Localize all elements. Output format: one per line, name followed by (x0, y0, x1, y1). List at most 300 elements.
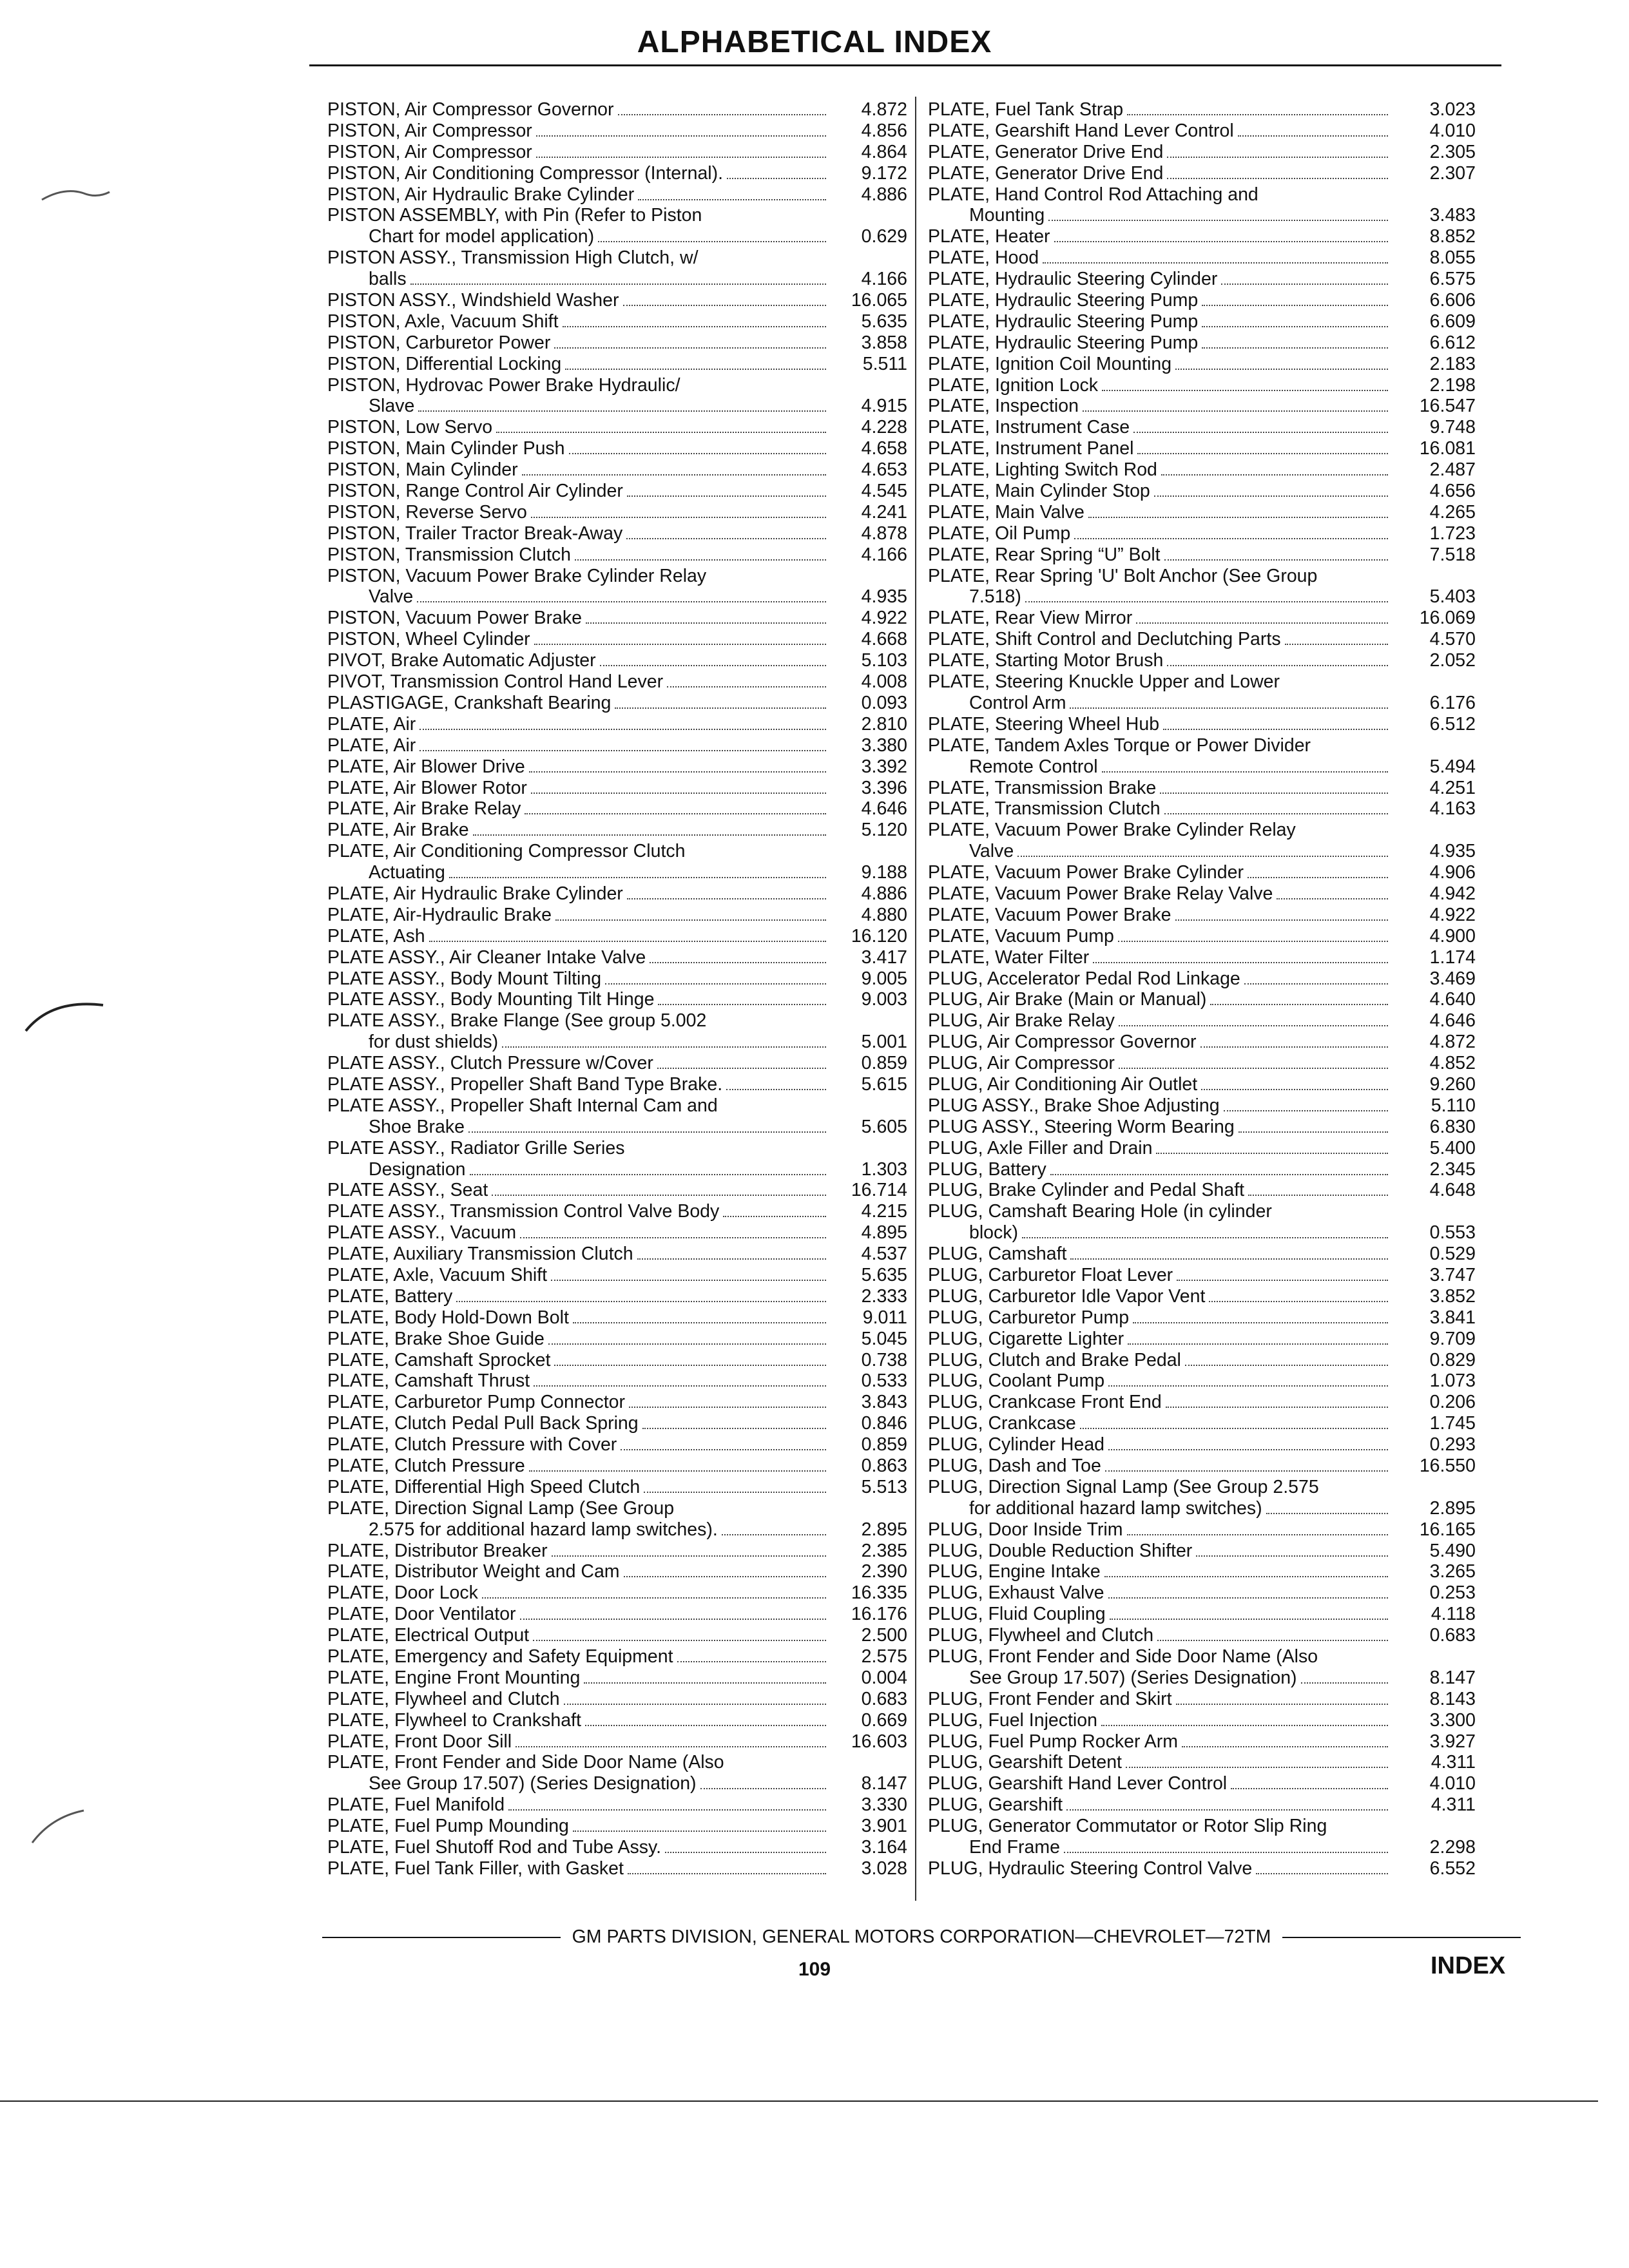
dot-leader (1202, 347, 1388, 349)
index-entry (928, 1519, 1476, 1541)
entry-name: PLATE, Generator Drive End (928, 141, 1164, 162)
entry-group-number: 2.198 (1429, 374, 1476, 396)
index-entry (928, 311, 1476, 332)
entry-name: PLATE ASSY., Seat (327, 1180, 488, 1201)
entry-group-number: 3.265 (1429, 1561, 1476, 1582)
entry-group-number: 4.537 (861, 1244, 907, 1265)
entry-group-number: 6.512 (1429, 713, 1476, 735)
index-entry (327, 629, 907, 650)
index-entry (928, 1541, 1476, 1562)
index-entry (928, 1265, 1476, 1286)
dot-leader (1088, 517, 1388, 518)
index-entry (327, 1370, 907, 1392)
dot-leader (529, 1470, 826, 1472)
dot-leader (1163, 729, 1388, 730)
entry-group-number: 0.629 (861, 226, 907, 247)
dot-leader (520, 1619, 826, 1620)
dot-leader (554, 1365, 826, 1366)
entry-group-number: 3.417 (861, 947, 907, 968)
entry-name: PLUG, Air Compressor Governor (928, 1032, 1197, 1053)
entry-name: PLATE, Air Blower Rotor (327, 777, 527, 798)
entry-group-number: 4.648 (1429, 1180, 1476, 1201)
entry-group-number: 8.147 (1429, 1667, 1476, 1688)
entry-group-number: 3.843 (861, 1392, 907, 1413)
entry-group-number: 6.575 (1429, 269, 1476, 290)
index-entry (928, 481, 1476, 502)
entry-group-number: 5.635 (861, 1264, 907, 1285)
entry-name: PISTON, Hydrovac Power Brake Hydraulic/ (327, 374, 680, 396)
index-entry (928, 566, 1476, 587)
entry-name: PLATE, Clutch Pressure with Cover (327, 1434, 617, 1456)
footer-line (322, 1927, 1521, 1948)
dot-leader (1137, 453, 1388, 454)
index-entry (928, 396, 1476, 417)
index-entry (928, 1752, 1476, 1773)
entry-group-number: 1.303 (861, 1158, 907, 1180)
entry-name: PLATE, Ash (327, 925, 425, 947)
entry-name: PLATE, Air Blower Drive (327, 756, 525, 777)
dot-leader (1080, 1428, 1388, 1429)
index-entry (928, 1646, 1476, 1667)
index-entry (928, 163, 1476, 184)
entry-name: PLATE, Air (327, 735, 416, 756)
entry-name: PISTON ASSY., Windshield Washer (327, 290, 619, 311)
index-entry (327, 778, 907, 799)
entry-name: PISTON, Main Cylinder (327, 459, 518, 481)
dot-leader (727, 178, 826, 179)
dot-leader (548, 1343, 826, 1345)
index-entry (327, 544, 907, 566)
entry-name: End Frame (969, 1837, 1060, 1858)
index-entry (928, 1370, 1476, 1392)
entry-name: PLATE, Main Valve (928, 501, 1084, 523)
dot-leader (1301, 1682, 1388, 1684)
dot-leader (1161, 474, 1388, 476)
dot-leader (629, 1407, 826, 1408)
entry-name: PLATE, Steering Knuckle Upper and Lower (928, 671, 1280, 693)
entry-group-number: 2.895 (861, 1519, 907, 1540)
index-entry (928, 926, 1476, 947)
index-entry (327, 1392, 907, 1413)
dot-leader (621, 1449, 826, 1450)
entry-group-number: 0.859 (861, 1053, 907, 1074)
entry-group-number: 5.045 (861, 1328, 907, 1349)
entry-group-number: 3.858 (861, 332, 907, 353)
dot-leader (1054, 241, 1388, 242)
entry-name: PLUG, Air Brake Relay (928, 1010, 1115, 1032)
entry-name: PLATE, Battery (327, 1285, 453, 1307)
index-entry (327, 862, 907, 883)
dot-leader (569, 453, 826, 454)
entry-group-number: 9.748 (1429, 417, 1476, 438)
dot-leader (1083, 410, 1388, 412)
entry-name: PLATE, Oil Pump (928, 523, 1071, 544)
entry-group-number: 2.487 (1429, 459, 1476, 481)
index-entry (327, 1180, 907, 1201)
index-entry (327, 1582, 907, 1604)
entry-name: PLATE ASSY., Brake Flange (See group 5.002 (327, 1010, 707, 1032)
entry-group-number: 3.469 (1429, 968, 1476, 989)
entry-name: PLATE, Hydraulic Steering Pump (928, 332, 1199, 353)
index-entry (928, 184, 1476, 206)
index-entry (928, 756, 1476, 778)
entry-name: PLATE, Generator Drive End (928, 162, 1164, 184)
index-entry (928, 269, 1476, 290)
dot-leader (627, 495, 826, 497)
index-entry (327, 1201, 907, 1222)
dot-leader (626, 538, 826, 539)
entry-name: PLUG, Camshaft (928, 1244, 1067, 1265)
dot-leader (665, 1852, 826, 1853)
footer-text: GM PARTS DIVISION, GENERAL MOTORS CORPORATION—CHEVROLET—72TM (572, 1927, 1271, 1947)
dot-leader (598, 241, 826, 242)
entry-group-number: 4.886 (861, 883, 907, 904)
entry-name: PLUG, Engine Intake (928, 1561, 1101, 1582)
entry-group-number: 4.166 (861, 269, 907, 290)
dot-leader (586, 622, 826, 624)
entry-name: PLATE, Heater (928, 226, 1050, 247)
entry-group-number: 1.174 (1429, 947, 1476, 968)
index-entry (327, 693, 907, 714)
dot-leader (1119, 1025, 1388, 1026)
index-entry (928, 1286, 1476, 1307)
entry-group-number: 2.052 (1429, 650, 1476, 671)
entry-group-number: 9.005 (861, 968, 907, 989)
entry-group-number: 0.683 (1429, 1625, 1476, 1646)
index-entry (928, 650, 1476, 671)
entry-group-number: 5.615 (861, 1073, 907, 1095)
dot-leader (1182, 1746, 1388, 1747)
index-entry (928, 332, 1476, 354)
entry-group-number: 5.110 (1431, 1095, 1476, 1116)
entry-group-number: 16.081 (1419, 438, 1476, 459)
entry-name: Mounting (969, 205, 1045, 226)
entry-name: PLATE, Flywheel and Clutch (327, 1688, 560, 1709)
index-entry (928, 417, 1476, 438)
index-entry (327, 1434, 907, 1456)
index-entry (327, 586, 907, 608)
index-entry (327, 1541, 907, 1562)
dot-leader (1166, 1407, 1388, 1408)
dot-leader (575, 559, 826, 561)
index-entry (327, 120, 907, 142)
index-entry (928, 1794, 1476, 1816)
dot-leader (658, 1004, 826, 1005)
entry-name: Chart for model application) (369, 226, 595, 247)
entry-name: PLUG, Fuel Injection (928, 1709, 1097, 1731)
entry-group-number: 4.922 (1429, 904, 1476, 925)
entry-name: PLUG, Front Fender and Side Door Name (Also (928, 1646, 1318, 1667)
index-entry (928, 883, 1476, 905)
entry-name: PLATE, Air Hydraulic Brake Cylinder (327, 883, 623, 904)
dot-leader (1108, 1597, 1388, 1599)
entry-name: PISTON, Air Compressor (327, 120, 532, 141)
index-entry (327, 798, 907, 820)
dot-leader (1210, 1004, 1388, 1005)
dot-leader (1202, 305, 1388, 306)
entry-name: PISTON, Transmission Clutch (327, 544, 572, 565)
index-entry (928, 1180, 1476, 1201)
scan-edge-line (0, 2100, 1598, 2102)
entry-group-number: 5.103 (861, 650, 907, 671)
index-entry (327, 1010, 907, 1032)
index-entry (327, 99, 907, 120)
index-column-left (327, 99, 907, 1879)
entry-name: PLATE ASSY., Radiator Grille Series (327, 1137, 625, 1158)
index-entry (327, 1710, 907, 1731)
entry-name: PISTON, Trailer Tractor Break-Away (327, 523, 623, 544)
entry-name: PLATE, Vacuum Power Brake (928, 904, 1171, 925)
entry-group-number: 4.215 (861, 1201, 907, 1222)
index-entry (928, 438, 1476, 459)
entry-name: PISTON, Air Compressor Governor (327, 99, 614, 120)
dot-leader (600, 665, 826, 666)
index-entry (928, 947, 1476, 968)
index-entry (928, 459, 1476, 481)
dot-leader (722, 1534, 826, 1535)
dot-leader (1156, 1153, 1388, 1154)
entry-name: PLATE, Transmission Brake (928, 777, 1157, 798)
entry-group-number: 5.494 (1429, 756, 1476, 777)
entry-group-number: 3.028 (861, 1858, 907, 1879)
entry-group-number: 4.545 (861, 481, 907, 502)
dot-leader (726, 1089, 826, 1090)
entry-name: PLATE, Fuel Pump Mounding (327, 1816, 569, 1837)
entry-group-number: 4.915 (861, 396, 907, 417)
entry-name: PLUG ASSY., Steering Worm Bearing (928, 1116, 1235, 1137)
entry-name: PISTON, Air Compressor (327, 141, 532, 162)
index-entry (327, 926, 907, 947)
entry-group-number: 2.500 (861, 1625, 907, 1646)
entry-group-number: 5.120 (861, 820, 907, 841)
entry-name: PLATE ASSY., Body Mount Tilting (327, 968, 602, 989)
entry-group-number: 4.118 (1431, 1604, 1476, 1625)
entry-group-number: 2.305 (1429, 141, 1476, 162)
page-number: 109 (798, 1959, 831, 1980)
dot-leader (410, 284, 826, 285)
dot-leader (554, 347, 826, 349)
entry-group-number: 8.143 (1429, 1688, 1476, 1709)
index-entry (928, 502, 1476, 523)
dot-leader (529, 771, 826, 773)
dot-leader (1136, 622, 1388, 624)
dot-leader (723, 1216, 826, 1217)
index-entry (928, 905, 1476, 926)
entry-name: PLATE, Vacuum Pump (928, 925, 1114, 947)
index-entry (327, 438, 907, 459)
entry-name: PLATE ASSY., Air Cleaner Intake Valve (327, 947, 646, 968)
dot-leader (1167, 178, 1388, 179)
entry-name: PLUG, Carburetor Idle Vapor Vent (928, 1285, 1206, 1307)
index-entry (327, 1773, 907, 1794)
index-entry (928, 608, 1476, 629)
index-entry (928, 862, 1476, 883)
entry-name: PISTON, Range Control Air Cylinder (327, 481, 623, 502)
entry-group-number: 4.922 (861, 608, 907, 629)
entry-name: PLATE, Hand Control Rod Attaching and (928, 184, 1258, 205)
entry-group-number: 4.880 (861, 904, 907, 925)
dot-leader (516, 1746, 826, 1747)
dot-leader (1101, 1725, 1388, 1726)
index-entry (327, 523, 907, 544)
entry-group-number: 4.570 (1429, 629, 1476, 650)
index-entry (928, 247, 1476, 269)
entry-group-number: 0.004 (861, 1667, 907, 1688)
entry-group-number: 8.055 (1429, 247, 1476, 269)
index-entry (928, 290, 1476, 311)
entry-group-number: 16.120 (851, 925, 907, 947)
entry-name: PLATE, Rear Spring “U” Bolt (928, 544, 1161, 565)
index-entry (327, 671, 907, 693)
index-entry (928, 1582, 1476, 1604)
dot-leader (1127, 114, 1388, 115)
entry-name: PISTON, Axle, Vacuum Shift (327, 311, 559, 332)
entry-name: PLATE, Electrical Output (327, 1625, 530, 1646)
dot-leader (551, 1280, 826, 1281)
index-entry (928, 1222, 1476, 1244)
index-entry (327, 163, 907, 184)
entry-name: PLATE, Clutch Pedal Pull Back Spring (327, 1413, 639, 1434)
entry-name: PLUG, Air Conditioning Air Outlet (928, 1073, 1198, 1095)
index-entry (928, 1032, 1476, 1053)
index-entry (327, 205, 907, 226)
index-entry (327, 1159, 907, 1180)
dot-leader (1277, 898, 1388, 899)
dot-leader (534, 1385, 826, 1387)
entry-name: Valve (369, 586, 414, 608)
entry-name: PISTON, Carburetor Power (327, 332, 551, 353)
entry-group-number: 16.335 (851, 1582, 907, 1604)
entry-group-number: 5.001 (861, 1032, 907, 1053)
entry-name: PLUG, Hydraulic Steering Control Valve (928, 1858, 1253, 1879)
dot-leader (615, 707, 826, 709)
index-entry (327, 502, 907, 523)
entry-name: PLATE, Front Fender and Side Door Name (Also (327, 1752, 724, 1773)
entry-name: PLATE, Camshaft Sprocket (327, 1349, 551, 1370)
entry-name: PLUG, Front Fender and Skirt (928, 1688, 1172, 1709)
dot-leader (1202, 326, 1388, 327)
entry-name: block) (969, 1222, 1019, 1244)
entry-name: PLATE, Flywheel to Crankshaft (327, 1709, 581, 1731)
entry-group-number: 4.646 (861, 798, 907, 820)
index-entry (327, 756, 907, 778)
entry-name: PLATE, Air (327, 713, 416, 735)
dot-leader (677, 1661, 826, 1662)
entry-name: PLATE, Axle, Vacuum Shift (327, 1264, 548, 1285)
dot-leader (1196, 1555, 1388, 1557)
entry-name: PLUG, Door Inside Trim (928, 1519, 1123, 1540)
dot-leader (1256, 1873, 1388, 1874)
entry-group-number: 3.330 (861, 1794, 907, 1816)
entry-name: PLUG, Carburetor Float Lever (928, 1264, 1173, 1285)
dot-leader (536, 135, 826, 137)
entry-group-number: 0.846 (861, 1413, 907, 1434)
entry-group-number: 4.646 (1429, 1010, 1476, 1032)
index-entry (327, 1731, 907, 1753)
entry-name: PLUG, Gearshift Hand Lever Control (928, 1773, 1228, 1794)
entry-name: PLUG, Generator Commutator or Rotor Slip Ring (928, 1816, 1327, 1837)
entry-group-number: 4.878 (861, 523, 907, 544)
entry-name: PLUG, Exhaust Valve (928, 1582, 1104, 1604)
index-entry (327, 311, 907, 332)
index-entry (928, 1244, 1476, 1265)
entry-name: PLATE, Hood (928, 247, 1039, 269)
entry-name: PLATE, Front Door Sill (327, 1731, 512, 1752)
entry-name: PLATE, Hydraulic Steering Pump (928, 311, 1199, 332)
dot-leader (627, 898, 826, 899)
entry-name: Slave (369, 396, 415, 417)
entry-group-number: 4.935 (1429, 841, 1476, 862)
dot-leader (533, 1640, 826, 1641)
entry-group-number: 1.745 (1429, 1413, 1476, 1434)
entry-name: PLUG, Camshaft Bearing Hole (in cylinder (928, 1201, 1272, 1222)
dot-leader (520, 1237, 826, 1238)
section-label: INDEX (1431, 1952, 1506, 1979)
dot-leader (473, 834, 826, 836)
margin-mark (26, 1798, 90, 1849)
dot-leader (1043, 262, 1388, 264)
dot-leader (531, 517, 826, 518)
dot-leader (1022, 1237, 1388, 1238)
index-entry (928, 989, 1476, 1010)
entry-name: PLUG, Carburetor Pump (928, 1307, 1130, 1328)
entry-name: PLUG, Cylinder Head (928, 1434, 1105, 1456)
dot-leader (563, 326, 826, 327)
dot-leader (417, 601, 826, 602)
entry-group-number: 8.852 (1429, 226, 1476, 247)
entry-name: PLATE, Air Conditioning Compressor Clutch (327, 841, 686, 862)
index-entry (928, 1010, 1476, 1032)
entry-group-number: 0.293 (1429, 1434, 1476, 1456)
dot-leader (1185, 1365, 1388, 1366)
index-entry (928, 1773, 1476, 1794)
entry-group-number: 3.380 (861, 735, 907, 756)
entry-group-number: 0.206 (1429, 1392, 1476, 1413)
dot-leader (1160, 793, 1388, 794)
index-entry (928, 1731, 1476, 1753)
index-entry (327, 1053, 907, 1074)
entry-group-number: 16.165 (1419, 1519, 1476, 1540)
dot-leader (1248, 877, 1388, 878)
index-entry (327, 1837, 907, 1858)
dot-leader (1164, 559, 1388, 561)
dot-leader (623, 305, 827, 306)
entry-name: See Group 17.507) (Series Designation) (969, 1667, 1297, 1688)
index-entry (928, 523, 1476, 544)
entry-group-number: 4.886 (861, 184, 907, 205)
entry-group-number: 16.550 (1419, 1456, 1476, 1476)
entry-name: PISTON, Low Servo (327, 417, 493, 438)
dot-leader (1108, 1449, 1388, 1450)
dot-leader (525, 813, 826, 814)
entry-name: PISTON ASSY., Transmission High Clutch, w/ (327, 247, 699, 269)
entry-group-number: 2.183 (1429, 353, 1476, 374)
dot-leader (1070, 1258, 1388, 1260)
entry-group-number: 2.390 (861, 1561, 907, 1582)
entry-name: PLATE, Door Lock (327, 1582, 478, 1604)
entry-group-number: 0.683 (861, 1688, 907, 1709)
dot-leader (585, 1725, 826, 1726)
entry-group-number: 9.011 (862, 1307, 907, 1328)
dot-leader (1164, 813, 1388, 814)
entry-group-number: 4.228 (861, 417, 907, 438)
index-entry (327, 1816, 907, 1837)
entry-group-number: 9.003 (861, 989, 907, 1010)
entry-group-number: 0.829 (1429, 1349, 1476, 1370)
index-entry (327, 905, 907, 926)
entry-group-number: 2.810 (861, 713, 907, 735)
index-entry (928, 1201, 1476, 1222)
